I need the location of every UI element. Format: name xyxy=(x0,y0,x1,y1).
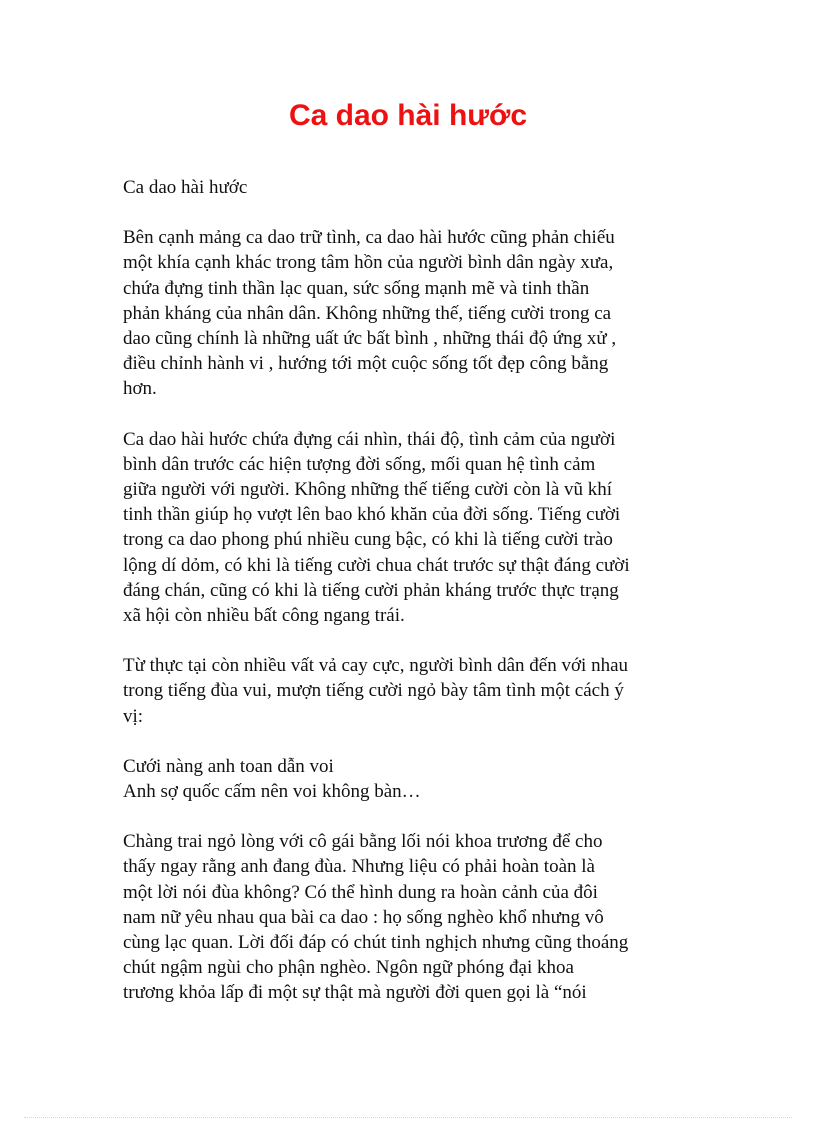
page-title: Ca dao hài hước xyxy=(288,99,528,132)
text-line: đáng chán, cũng có khi là tiếng cười phản kháng trước thực trạng xyxy=(123,579,619,601)
subtitle-paragraph xyxy=(123,175,703,200)
text-line: một khía cạnh khác trong tâm hồn của người bình dân ngày xưa, xyxy=(123,252,614,274)
text-line: bình dân trước các hiện tượng đời sống, mối quan hệ tình cảm xyxy=(123,453,596,475)
text-line: một lời nói đùa không? Có thể hình dung ra hoàn cảnh của đôi xyxy=(123,881,598,903)
text-line: Chàng trai ngỏ lòng với cô gái bằng lối nói khoa trương để cho xyxy=(123,831,603,853)
text-line: trong tiếng đùa vui, mượn tiếng cười ngỏ bày tâm tình một cách ý xyxy=(123,680,624,702)
text-line: điều chỉnh hành vi , hướng tới một cuộc sống tốt đẹp công bằng xyxy=(123,353,609,375)
text-line: lộng dí dỏm, có khi là tiếng cười chua chát trước sự thật đáng cười xyxy=(123,554,630,576)
verse-line: Cưới nàng anh toan dẫn voi xyxy=(123,755,334,777)
text-line: chút ngậm ngùi cho phận nghèo. Ngôn ngữ phóng đại khoa xyxy=(123,957,574,979)
body-paragraph xyxy=(123,427,703,629)
text-line: trong ca dao phong phú nhiều cung bậc, có khi là tiếng cười trào xyxy=(123,529,613,551)
page-divider xyxy=(24,1117,792,1118)
text-line: Bên cạnh mảng ca dao trữ tình, ca dao hài hước cũng phản chiếu xyxy=(123,227,615,249)
text-line: cùng lạc quan. Lời đối đáp có chút tinh nghịch nhưng cũng thoáng xyxy=(123,932,629,954)
text-line: xã hội còn nhiều bất công ngang trái. xyxy=(123,605,405,627)
text-line: Ca dao hài hước chứa đựng cái nhìn, thái độ, tình cảm của người xyxy=(123,428,616,450)
text-line: nam nữ yêu nhau qua bài ca dao : họ sống nghèo khổ nhưng vô xyxy=(123,906,604,928)
text-line: giữa người với người. Không những thế tiếng cười còn là vũ khí xyxy=(123,479,613,501)
document-body xyxy=(123,175,703,1031)
text-line: thấy ngay rằng anh đang đùa. Nhưng liệu có phải hoàn toàn là xyxy=(123,856,595,878)
text-line: chứa đựng tinh thần lạc quan, sức sống mạnh mẽ và tinh thần xyxy=(123,277,590,299)
intro-paragraph xyxy=(123,225,703,401)
body-paragraph xyxy=(123,653,703,729)
verse-paragraph xyxy=(123,754,703,804)
text-line: tinh thần giúp họ vượt lên bao khó khăn của đời sống. Tiếng cười xyxy=(123,504,621,526)
text-line: Từ thực tại còn nhiều vất vả cay cực, người bình dân đến với nhau xyxy=(123,655,629,677)
text-line: hơn. xyxy=(123,378,157,400)
text-line: dao cũng chính là những uất ức bất bình , những thái độ ứng xử , xyxy=(123,328,617,350)
text-line: vị: xyxy=(123,705,144,727)
text-line: phản kháng của nhân dân. Không những thế, tiếng cười trong ca xyxy=(123,302,612,324)
verse-line: Anh sợ quốc cấm nên voi không bàn… xyxy=(123,781,421,803)
body-paragraph xyxy=(123,829,703,1005)
text-line: Ca dao hài hước xyxy=(123,177,248,198)
text-line: trương khỏa lấp đi một sự thật mà người đời quen gọi là “nói xyxy=(123,982,587,1004)
